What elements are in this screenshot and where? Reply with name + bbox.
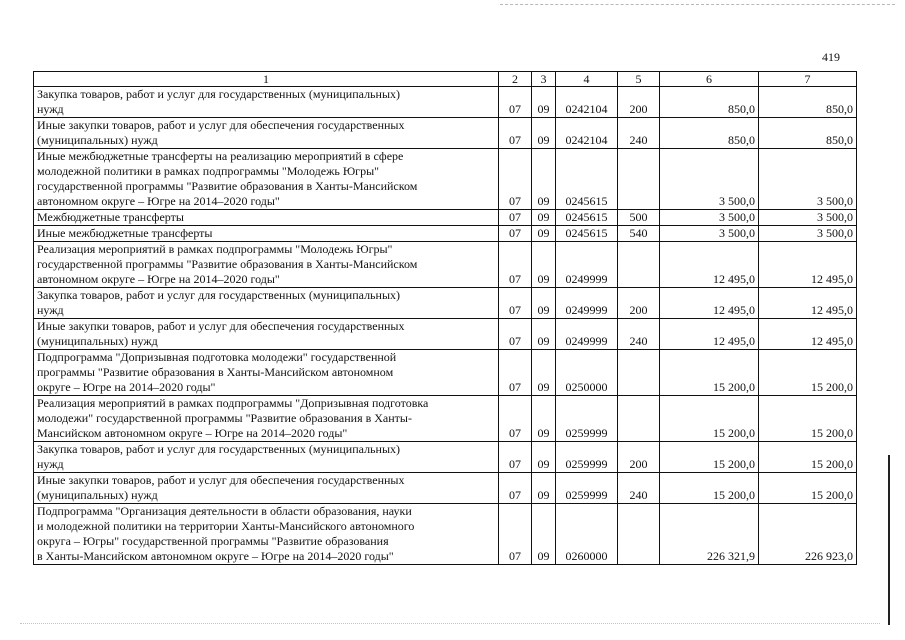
row-section: 07 <box>499 396 532 442</box>
header-cell-1: 1 <box>34 72 499 87</box>
table-row <box>34 210 857 226</box>
row-amount-2: 12 495,0 <box>759 319 857 350</box>
row-expense-type: 240 <box>618 118 660 149</box>
row-amount-2: 850,0 <box>759 118 857 149</box>
row-amount-2: 15 200,0 <box>759 350 857 396</box>
row-target-code: 0260000 <box>556 504 618 565</box>
budget-table <box>33 71 857 565</box>
table-row <box>34 350 857 396</box>
row-amount-2: 850,0 <box>759 87 857 118</box>
table-row <box>34 442 857 473</box>
page-number: 419 <box>822 50 840 64</box>
row-name: Реализация мероприятий в рамках подпрограммы "Допризывная подготовка молодежи" государственной программы "Развитие образования в Ханты- Мансийском автономном округе – Югре на 2014–2020 годы" <box>34 396 499 442</box>
row-target-code: 0245615 <box>556 226 618 242</box>
row-expense-type: 240 <box>618 319 660 350</box>
row-amount-2: 3 500,0 <box>759 226 857 242</box>
row-target-code: 0249999 <box>556 319 618 350</box>
row-amount-2: 15 200,0 <box>759 396 857 442</box>
row-section: 07 <box>499 473 532 504</box>
scan-edge-line <box>888 455 890 625</box>
row-amount-1: 15 200,0 <box>660 442 759 473</box>
row-amount-1: 15 200,0 <box>660 350 759 396</box>
row-amount-2: 12 495,0 <box>759 242 857 288</box>
table-row <box>34 504 857 565</box>
row-target-code: 0250000 <box>556 350 618 396</box>
row-section: 07 <box>499 288 532 319</box>
table-row <box>34 118 857 149</box>
table-row <box>34 319 857 350</box>
row-amount-1: 3 500,0 <box>660 226 759 242</box>
row-name: Иные закупки товаров, работ и услуг для обеспечения государственных (муниципальных) нужд <box>34 118 499 149</box>
header-row <box>34 72 857 87</box>
row-subsection: 09 <box>532 504 556 565</box>
row-subsection: 09 <box>532 396 556 442</box>
row-name: Иные межбюджетные трансферты на реализацию мероприятий в сфере молодежной политики в рамках подпрограммы "Молодежь Югры" государственной программы "Развитие образования в Ханты-Мансийском автономном округе – Югре на 2014–2020 годы" <box>34 149 499 210</box>
row-target-code: 0245615 <box>556 210 618 226</box>
row-amount-2: 12 495,0 <box>759 288 857 319</box>
row-expense-type <box>618 149 660 210</box>
table-body <box>34 87 857 565</box>
row-amount-1: 226 321,9 <box>660 504 759 565</box>
row-target-code: 0259999 <box>556 442 618 473</box>
row-name: Иные закупки товаров, работ и услуг для обеспечения государственных (муниципальных) нужд <box>34 473 499 504</box>
row-amount-1: 850,0 <box>660 118 759 149</box>
row-expense-type: 500 <box>618 210 660 226</box>
row-expense-type <box>618 350 660 396</box>
header-cell-5: 5 <box>618 72 660 87</box>
header-cell-3: 3 <box>532 72 556 87</box>
row-expense-type: 200 <box>618 87 660 118</box>
row-name: Закупка товаров, работ и услуг для государственных (муниципальных) нужд <box>34 87 499 118</box>
table-row <box>34 288 857 319</box>
row-name: Закупка товаров, работ и услуг для государственных (муниципальных) нужд <box>34 442 499 473</box>
row-amount-2: 226 923,0 <box>759 504 857 565</box>
row-target-code: 0259999 <box>556 396 618 442</box>
row-subsection: 09 <box>532 87 556 118</box>
row-amount-1: 12 495,0 <box>660 288 759 319</box>
row-amount-1: 12 495,0 <box>660 319 759 350</box>
table-row <box>34 149 857 210</box>
row-name: Иные межбюджетные трансферты <box>34 226 499 242</box>
table-row <box>34 242 857 288</box>
row-section: 07 <box>499 442 532 473</box>
row-section: 07 <box>499 504 532 565</box>
row-amount-1: 12 495,0 <box>660 242 759 288</box>
row-subsection: 09 <box>532 350 556 396</box>
row-section: 07 <box>499 87 532 118</box>
row-subsection: 09 <box>532 149 556 210</box>
scan-artifact-top <box>500 4 895 5</box>
row-section: 07 <box>499 319 532 350</box>
table-row <box>34 226 857 242</box>
row-subsection: 09 <box>532 242 556 288</box>
row-target-code: 0249999 <box>556 242 618 288</box>
row-subsection: 09 <box>532 118 556 149</box>
row-amount-2: 3 500,0 <box>759 210 857 226</box>
row-subsection: 09 <box>532 210 556 226</box>
row-name: Подпрограмма "Организация деятельности в области образования, науки и молодежной политики на территории Ханты-Мансийского автономного округа – Югры" государственной программы "Развитие образования в Ханты-Мансийском автономном округе – Югре на 2014–2020 годы" <box>34 504 499 565</box>
row-section: 07 <box>499 149 532 210</box>
row-section: 07 <box>499 350 532 396</box>
row-expense-type <box>618 396 660 442</box>
row-section: 07 <box>499 118 532 149</box>
row-expense-type: 200 <box>618 442 660 473</box>
row-amount-2: 15 200,0 <box>759 442 857 473</box>
row-name: Реализация мероприятий в рамках подпрограммы "Молодежь Югры" государственной программы "Развитие образования в Ханты-Мансийском автономном округе – Югре на 2014–2020 годы" <box>34 242 499 288</box>
row-section: 07 <box>499 242 532 288</box>
row-expense-type <box>618 504 660 565</box>
row-amount-1: 3 500,0 <box>660 149 759 210</box>
row-name: Закупка товаров, работ и услуг для государственных (муниципальных) нужд <box>34 288 499 319</box>
row-amount-2: 15 200,0 <box>759 473 857 504</box>
header-cell-4: 4 <box>556 72 618 87</box>
row-name: Межбюджетные трансферты <box>34 210 499 226</box>
header-cell-6: 6 <box>660 72 759 87</box>
row-target-code: 0249999 <box>556 288 618 319</box>
header-cell-7: 7 <box>759 72 857 87</box>
table-row <box>34 87 857 118</box>
row-subsection: 09 <box>532 226 556 242</box>
row-target-code: 0259999 <box>556 473 618 504</box>
row-amount-1: 15 200,0 <box>660 396 759 442</box>
table-row <box>34 473 857 504</box>
row-amount-1: 850,0 <box>660 87 759 118</box>
header-cell-2: 2 <box>499 72 532 87</box>
row-target-code: 0245615 <box>556 149 618 210</box>
scan-artifact-bottom <box>20 623 880 624</box>
row-subsection: 09 <box>532 442 556 473</box>
row-amount-2: 3 500,0 <box>759 149 857 210</box>
table-row <box>34 396 857 442</box>
row-name: Подпрограмма "Допризывная подготовка молодежи" государственной программы "Развитие образования в Ханты-Мансийском автономном округе – Югре на 2014–2020 годы" <box>34 350 499 396</box>
row-expense-type: 540 <box>618 226 660 242</box>
row-name: Иные закупки товаров, работ и услуг для обеспечения государственных (муниципальных) нужд <box>34 319 499 350</box>
row-expense-type: 240 <box>618 473 660 504</box>
row-subsection: 09 <box>532 473 556 504</box>
row-section: 07 <box>499 226 532 242</box>
row-section: 07 <box>499 210 532 226</box>
row-subsection: 09 <box>532 288 556 319</box>
row-expense-type <box>618 242 660 288</box>
row-target-code: 0242104 <box>556 87 618 118</box>
row-target-code: 0242104 <box>556 118 618 149</box>
row-subsection: 09 <box>532 319 556 350</box>
row-amount-1: 3 500,0 <box>660 210 759 226</box>
row-amount-1: 15 200,0 <box>660 473 759 504</box>
row-expense-type: 200 <box>618 288 660 319</box>
